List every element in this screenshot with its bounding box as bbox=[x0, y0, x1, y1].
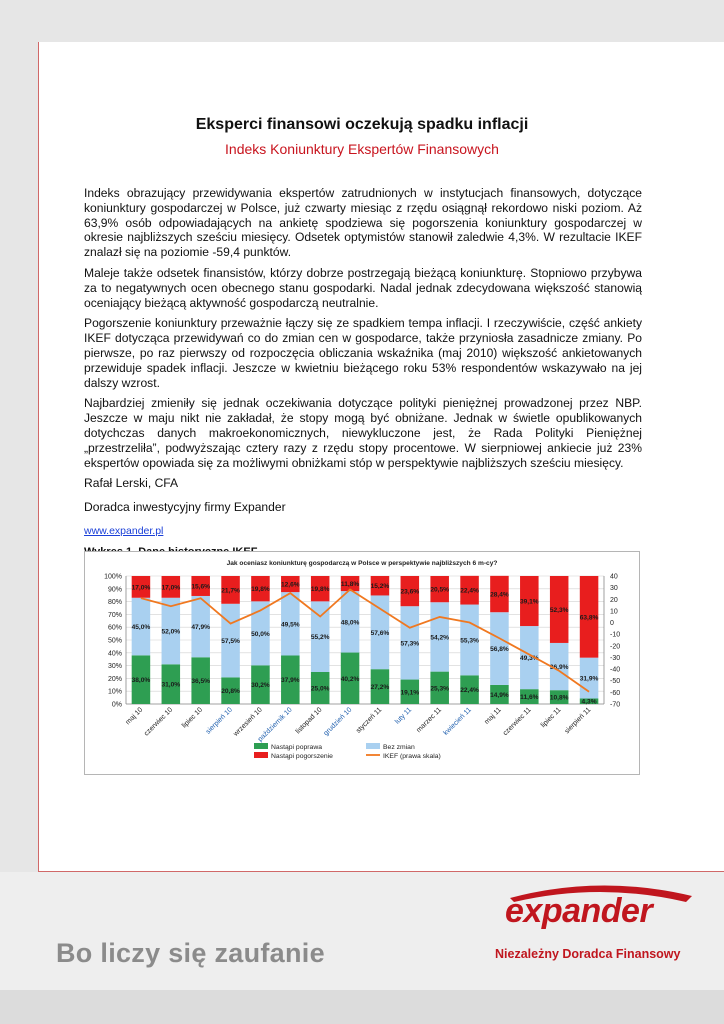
y-tick-right: 10 bbox=[610, 608, 618, 616]
y-tick-right: -60 bbox=[610, 689, 621, 697]
x-tick-label: sierpień 10 bbox=[204, 706, 234, 736]
chart-container bbox=[84, 551, 640, 775]
data-label: 38,0% bbox=[131, 677, 151, 685]
legend-swatch bbox=[254, 752, 268, 758]
y-tick-left: 60% bbox=[107, 624, 122, 632]
x-tick-label: czerwiec 10 bbox=[143, 706, 175, 738]
y-tick-right: 20 bbox=[610, 596, 618, 604]
data-label: 55,2% bbox=[310, 634, 330, 642]
data-label: 50,0% bbox=[251, 630, 270, 638]
data-label: 19,1% bbox=[400, 689, 420, 697]
data-label: 22,4% bbox=[460, 587, 479, 595]
data-label: 37,9% bbox=[280, 677, 300, 685]
page-title: Eksperci finansowi oczekują spadku inflacji bbox=[195, 116, 529, 133]
paragraph-2: Maleje także odsetek finansistów, którzy dobrze postrzegają bieżącą koniunkturę. Stopniowo przybywa za to negatywnych ocen obecnego stanu gospodarki. Nadal jednak zdecydowana większość stanowią oceniający bieżącą aktywność gospodarczą neutralnie. bbox=[84, 265, 642, 310]
x-tick-label: marzec 11 bbox=[415, 706, 444, 735]
x-tick-label: sierpień 11 bbox=[563, 706, 593, 736]
y-tick-left: 70% bbox=[107, 611, 122, 619]
y-tick-left: 100% bbox=[104, 573, 122, 581]
data-label: 55,3% bbox=[460, 637, 479, 645]
legend-label: Bez zmian bbox=[383, 744, 415, 751]
chart-title: Jak oceniasz koniunkturę gospodarczą w Polsce w perspektywie najbliższych 6 m-cy? bbox=[226, 560, 498, 567]
y-tick-right: -70 bbox=[610, 701, 621, 709]
legend-label: Nastąpi pogorszenie bbox=[271, 753, 333, 760]
y-tick-left: 40% bbox=[107, 650, 122, 658]
x-tick-label: maj 11 bbox=[483, 706, 503, 726]
y-tick-right: -30 bbox=[610, 654, 621, 662]
data-label: 17,0% bbox=[131, 584, 151, 592]
y-tick-left: 80% bbox=[107, 599, 122, 607]
legend-swatch bbox=[366, 743, 380, 749]
data-label: 19,8% bbox=[310, 586, 330, 594]
x-tick-label: czerwiec 11 bbox=[502, 706, 533, 738]
data-label: 15,6% bbox=[191, 583, 211, 591]
y-tick-right: 0 bbox=[610, 620, 614, 628]
data-label: 20,5% bbox=[430, 586, 450, 594]
y-tick-left: 20% bbox=[107, 675, 122, 683]
data-label: 40,2% bbox=[340, 675, 360, 683]
logo-text: expander bbox=[505, 892, 653, 930]
data-label: 4,3% bbox=[581, 698, 597, 706]
data-label: 17,0% bbox=[161, 584, 181, 592]
article-body bbox=[84, 186, 642, 560]
slogan: Bo liczy się zaufanie bbox=[56, 938, 325, 968]
x-tick-label: kwiecień 11 bbox=[442, 706, 473, 737]
data-label: 11,6% bbox=[520, 694, 539, 702]
y-tick-left: 0% bbox=[111, 701, 122, 709]
paragraph-1: Indeks obrazujący przewidywania ekspertów zatrudnionych w instytucjach finansowych, dotyczące koniunktury gospodarczej w Polsce, już czwarty miesiąc z rzędu osiągnął rekordowo niski poziom. Aż 63,9% osób odpowiadających na ankietę spodziewa się pogorszenia koniunktury gospodarczej w okresie najbliższych sześciu miesięcy. Odsetek optymistów stanowił zaledwie 4,3%. W rezultacie IKEF znalazł się na poziomie -59,4 punktów. bbox=[84, 186, 642, 260]
x-tick-label: wrzesień 10 bbox=[232, 706, 264, 738]
data-label: 21,7% bbox=[221, 587, 240, 595]
data-label: 57,3% bbox=[400, 640, 420, 648]
data-label: 36,9% bbox=[549, 664, 569, 672]
data-label: 27,2% bbox=[370, 684, 390, 692]
data-label: 48,0% bbox=[340, 619, 360, 627]
legend-label: IKEF (prawa skala) bbox=[383, 753, 441, 760]
y-tick-right: -10 bbox=[610, 631, 621, 639]
y-tick-right: -40 bbox=[610, 666, 621, 674]
expander-link[interactable]: www.expander.pl bbox=[84, 524, 164, 537]
tagline: Niezależny Doradca Finansowy bbox=[495, 947, 681, 961]
data-label: 49,3% bbox=[519, 655, 539, 663]
data-label: 54,2% bbox=[430, 634, 450, 642]
data-label: 10,8% bbox=[549, 694, 569, 702]
y-tick-right: 40 bbox=[610, 573, 618, 581]
data-label: 28,4% bbox=[490, 591, 509, 599]
data-label: 12,6% bbox=[280, 581, 300, 589]
paragraph-3: Pogorszenie koniunktury przeważnie łączy się ze spadkiem tempa inflacji. I rzeczywiście, część ankiety IKEF dotycząca przewidywań co do zmian cen w gospodarce, także przyniosła zasadnicze zmiany. Po pierwsze, po raz pierwszy od rozpoczęcia obliczania wskaźnika (maj 2010) większość ankietowanych przewiduje spadek inflacji. Jeszcze w kwietniu bieżącego roku 53% respondentów wskazywało na jej dalszy wzrost. bbox=[84, 316, 642, 390]
y-tick-left: 50% bbox=[107, 637, 122, 645]
page-subtitle: Indeks Koniunktury Ekspertów Finansowych bbox=[225, 141, 499, 157]
x-tick-label: październik 10 bbox=[256, 706, 294, 744]
data-label: 30,2% bbox=[251, 682, 270, 690]
data-label: 52,3% bbox=[549, 606, 569, 614]
data-label: 19,8% bbox=[251, 586, 270, 594]
data-label: 49,5% bbox=[280, 621, 300, 629]
data-label: 25,3% bbox=[430, 685, 450, 693]
data-label: 22,4% bbox=[460, 687, 479, 695]
data-label: 31,0% bbox=[161, 681, 181, 689]
data-label: 57,6% bbox=[370, 629, 390, 637]
data-label: 25,0% bbox=[310, 685, 330, 693]
data-label: 52,0% bbox=[161, 628, 181, 636]
data-label: 14,9% bbox=[490, 691, 509, 699]
data-label: 15,2% bbox=[370, 583, 390, 591]
left-band bbox=[0, 42, 38, 872]
y-tick-right: -20 bbox=[610, 643, 621, 651]
y-tick-left: 90% bbox=[107, 586, 122, 594]
y-tick-left: 10% bbox=[107, 688, 122, 696]
x-tick-label: lipiec 10 bbox=[180, 706, 205, 730]
legend-swatch bbox=[254, 743, 268, 749]
data-label: 56,8% bbox=[490, 646, 509, 654]
sheet-rule-vertical bbox=[38, 42, 39, 872]
author-role: Doradca inwestycyjny firmy Expander bbox=[84, 500, 286, 515]
data-label: 39,1% bbox=[519, 598, 539, 606]
paragraph-4: Najbardziej zmieniły się jednak oczekiwania dotyczące polityki pieniężnej prowadzonej przez NBP. Jeszcze w maju nikt nie zakładał, że stopy mogą być obniżane. Jednak w świetle opublikowanych dotychczas danych makroekonomicznych, niewykluczone jest, że Rada Polityki Pieniężnej „przestrzeliła”, podwyższając cztery razy z rzędu stopy procentowe. W sierpniowej ankiecie już 23% ekspertów opowiada się za możliwymi obniżkami stóp w perspektywie najbliższych sześciu miesięcy. bbox=[84, 396, 642, 470]
y-tick-right: -50 bbox=[610, 678, 621, 686]
data-label: 36,5% bbox=[191, 678, 211, 686]
ikef-chart bbox=[84, 551, 640, 775]
data-label: 57,5% bbox=[221, 638, 240, 646]
data-label: 11,8% bbox=[340, 581, 360, 589]
x-tick-label: lipiec 11 bbox=[539, 706, 563, 730]
data-label: 23,6% bbox=[400, 588, 420, 596]
x-tick-label: grudzień 10 bbox=[322, 706, 354, 738]
author-name: Rafał Lerski, CFA bbox=[84, 476, 179, 491]
y-tick-right: 30 bbox=[610, 585, 618, 593]
x-tick-label: luty 11 bbox=[394, 706, 414, 726]
legend-label: Nastąpi poprawa bbox=[271, 744, 323, 751]
x-tick-label: listopad 10 bbox=[294, 706, 324, 736]
bottom-band bbox=[0, 990, 724, 1024]
x-tick-label: styczeń 11 bbox=[355, 706, 384, 735]
data-label: 47,9% bbox=[191, 624, 211, 632]
data-label: 20,8% bbox=[221, 688, 240, 696]
top-band bbox=[0, 0, 724, 42]
x-tick-label: maj 10 bbox=[124, 706, 145, 727]
y-tick-left: 30% bbox=[107, 663, 122, 671]
data-label: 63,8% bbox=[579, 614, 599, 622]
data-label: 31,9% bbox=[579, 675, 599, 683]
data-label: 45,0% bbox=[131, 624, 151, 632]
